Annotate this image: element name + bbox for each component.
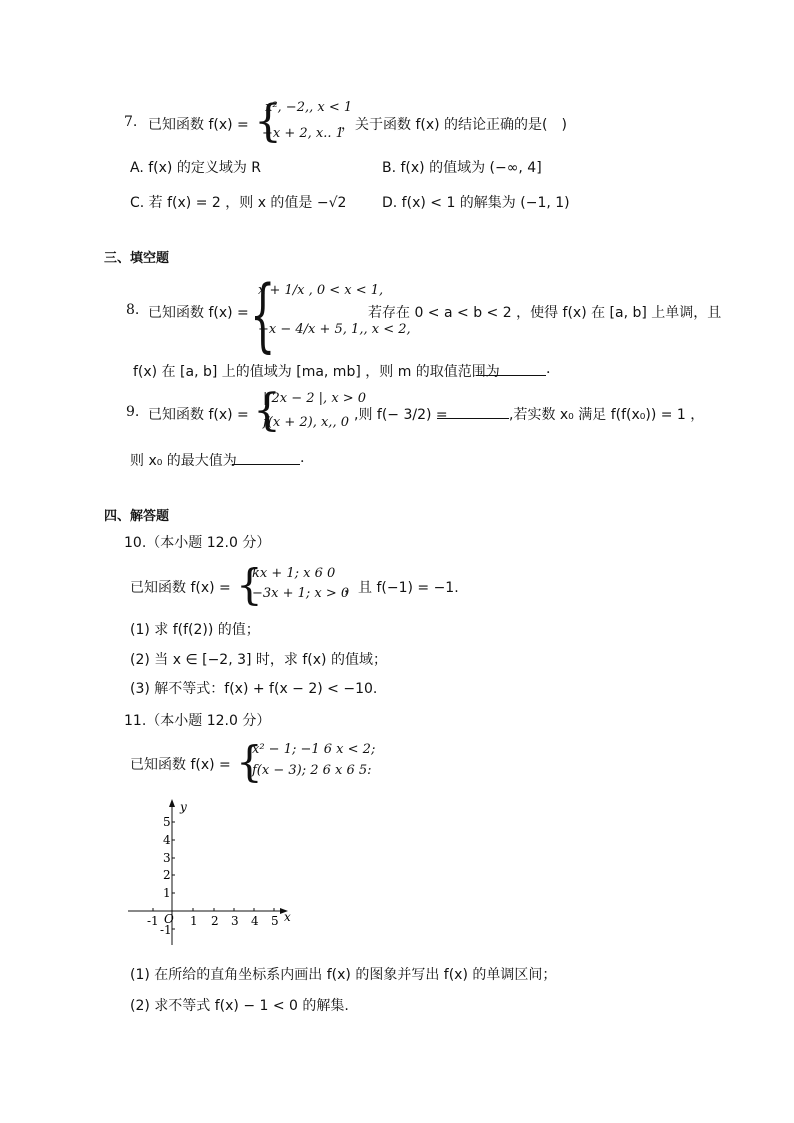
q7-number: 7.	[124, 114, 138, 130]
y-axis-arrow	[169, 799, 175, 807]
q10-case-1: kx + 1; x 6 0	[252, 566, 336, 581]
q7-option-d: D. f(x) < 1 的解集为 (−1, 1)	[382, 195, 570, 211]
y-tick-label: 2	[163, 868, 171, 882]
q7-tail: ，关于函数 f(x) 的结论正确的是( )	[341, 117, 567, 133]
q8-brace: {	[250, 268, 276, 361]
q10-case-2: −3x + 1; x > 0	[252, 586, 350, 601]
q8-tail: 若存在 0 < a < b < 2 ，使得 f(x) 在 [a, b] 上单调，且	[368, 305, 722, 321]
q9-answer-blank-1[interactable]	[437, 418, 509, 419]
q9-tail: ,若实数 x₀ 满足 f(f(x₀)) = 1 ，	[509, 407, 705, 423]
q8-answer-blank[interactable]	[476, 375, 546, 376]
q9-mid: ,则 f(− 3/2) =	[354, 407, 448, 423]
q10-brace: {	[236, 560, 263, 609]
q10-tail: ，且 f(−1) = −1.	[344, 580, 459, 596]
y-axis-label: y	[180, 800, 187, 814]
q7-option-b: B. f(x) 的值域为 (−∞, 4]	[382, 160, 542, 176]
q8-case-1: x + 1/x , 0 < x < 1,	[258, 283, 384, 298]
q9-case-2: f(x + 2), x,, 0	[263, 415, 349, 430]
q7-option-c: C. 若 f(x) = 2 ，则 x 的值是 −√2	[130, 195, 347, 211]
x-tick-label: 1	[190, 914, 198, 928]
q8-number: 8.	[126, 302, 140, 318]
q7-brace: {	[254, 96, 282, 147]
y-tick-label: 4	[163, 833, 171, 847]
y-tick-label: 5	[163, 815, 171, 829]
q9-line-2: 则 x₀ 的最大值为	[130, 453, 237, 469]
q11-case-2: f(x − 3); 2 6 x 6 5:	[252, 763, 372, 778]
q9-lead: 已知函数 f(x) =	[148, 407, 249, 423]
q11-part-1: (1) 在所给的直角坐标系内画出 f(x) 的图象并写出 f(x) 的单调区间；	[130, 967, 557, 983]
y-tick-label: -1	[160, 923, 172, 937]
y-tick-label: 1	[163, 886, 171, 900]
q9-answer-blank-2[interactable]	[232, 464, 300, 465]
x-tick-label: 3	[231, 914, 239, 928]
y-tick-label: 3	[163, 851, 171, 865]
x-tick-label: -1	[147, 914, 159, 928]
q11-brace: {	[236, 737, 263, 786]
q9-case-1: | 2x − 2 |, x > 0	[263, 391, 367, 406]
x-tick-label: 2	[211, 914, 219, 928]
section-3-heading: 三、填空题	[104, 251, 170, 266]
q7-option-a: A. f(x) 的定义域为 R	[130, 160, 261, 176]
section-4-heading: 四、解答题	[104, 509, 170, 524]
q9-brace: {	[253, 385, 281, 436]
q7-case-1: x², −2,, x < 1	[265, 100, 353, 115]
q8-case-2: −x − 4/x + 5, 1,, x < 2,	[258, 322, 411, 337]
q10-part-2: (2) 当 x ∈ [−2, 3] 时，求 f(x) 的值域；	[130, 652, 387, 668]
q9-number: 9.	[126, 404, 140, 420]
q11-part-2: (2) 求不等式 f(x) − 1 < 0 的解集.	[130, 998, 349, 1014]
q11-heading: 11.（本小题 12.0 分）	[124, 713, 271, 729]
coordinate-axes	[120, 795, 300, 950]
q7-case-2: −x + 2, x.. 1	[262, 126, 344, 141]
x-tick-label: 4	[251, 914, 259, 928]
x-axis-label: x	[284, 910, 291, 924]
q10-heading: 10.（本小题 12.0 分）	[124, 535, 271, 551]
q9-period: .	[300, 450, 305, 466]
q11-lead: 已知函数 f(x) =	[130, 757, 231, 773]
q11-case-1: x² − 1; −1 6 x < 2;	[252, 742, 376, 757]
q10-part-3: (3) 解不等式：f(x) + f(x − 2) < −10.	[130, 681, 378, 697]
q8-line-2: f(x) 在 [a, b] 上的值域为 [ma, mb] ，则 m 的取值范围为	[133, 364, 500, 380]
q8-period: .	[546, 361, 551, 377]
q10-part-1: (1) 求 f(f(2)) 的值；	[130, 622, 260, 638]
x-tick-label: 5	[271, 914, 279, 928]
q7-lead: 已知函数 f(x) =	[148, 117, 249, 133]
origin-label: O	[164, 912, 174, 926]
q8-lead: 已知函数 f(x) =	[148, 305, 249, 321]
q10-lead: 已知函数 f(x) =	[130, 580, 231, 596]
